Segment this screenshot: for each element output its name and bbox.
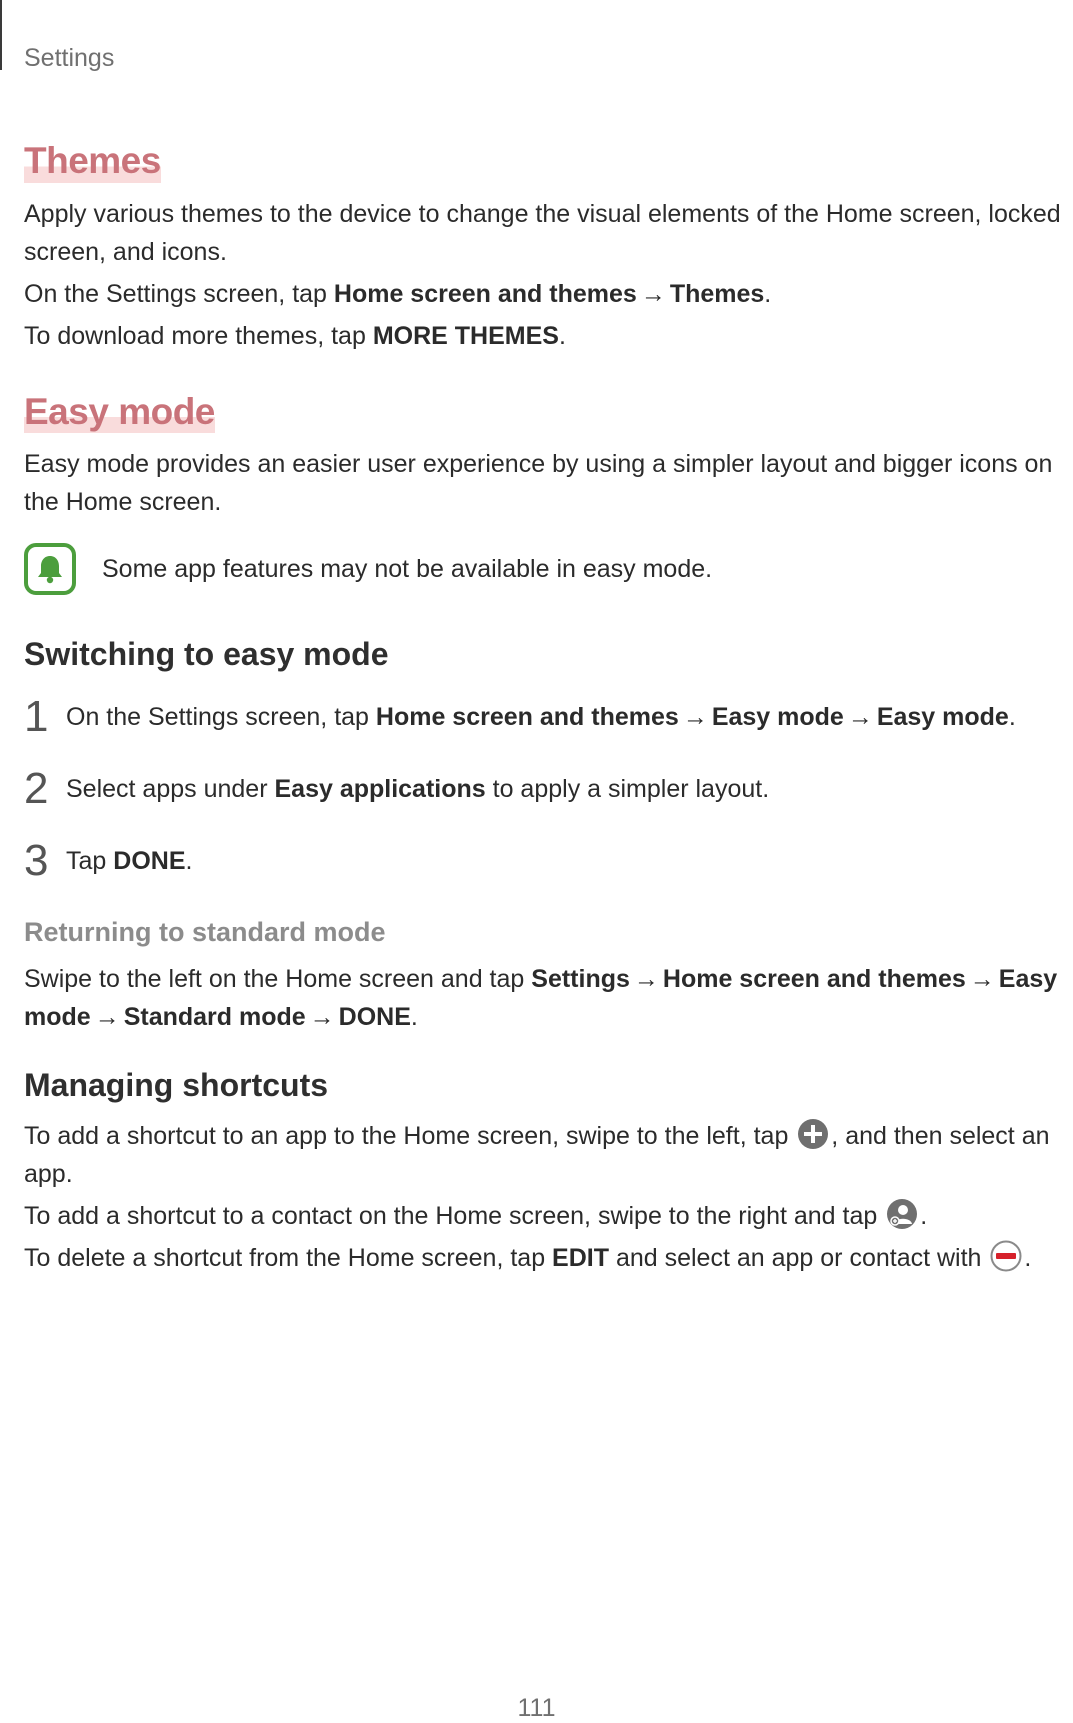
text-run: .	[1008, 703, 1016, 732]
menu-path-easy-mode: Easy mode	[24, 965, 1058, 1032]
arrow-icon: →	[94, 1003, 120, 1032]
themes-intro: Apply various themes to the device to change the visual elements of the Home screen, locked screen, and icons.	[24, 199, 1061, 266]
step-number: 1	[24, 692, 49, 742]
arrow-icon: →	[309, 1003, 335, 1032]
text-run: .	[920, 1201, 928, 1230]
text-run: .	[1024, 1243, 1032, 1272]
menu-path-easy-mode-option: Easy mode	[876, 703, 1009, 732]
themes-download	[24, 317, 1069, 355]
themes-section	[24, 140, 1069, 355]
easy-applications-label: Easy applications	[274, 775, 486, 804]
contact-add-icon	[886, 1198, 918, 1230]
easy-mode-title: Easy mode	[24, 390, 215, 432]
menu-path-home-screen-and-themes: Home screen and themes	[333, 279, 637, 308]
easy-mode-intro: Easy mode provides an easier user experience by using a simpler layout and bigger icons on the Home screen.	[24, 450, 1053, 517]
menu-path-easy-mode: Easy mode	[711, 703, 844, 732]
bell-icon	[24, 543, 76, 595]
menu-path-standard-mode: Standard mode	[123, 1003, 306, 1032]
arrow-icon: →	[640, 279, 666, 308]
step-2	[24, 764, 1069, 814]
text-run: To add a shortcut to a contact on the Home screen, swipe to the right and tap	[24, 1201, 885, 1230]
menu-path-settings: Settings	[531, 965, 630, 994]
header-rule	[0, 0, 2, 70]
step-3	[24, 836, 1069, 886]
text-run: and select an app or contact with	[609, 1243, 989, 1272]
arrow-icon: →	[847, 703, 873, 732]
shortcuts-title: Managing shortcuts	[24, 1067, 329, 1104]
text-run: .	[185, 847, 193, 876]
shortcuts-section	[24, 1066, 1069, 1276]
text-run: .	[410, 1003, 418, 1032]
returning-section	[24, 917, 1069, 1036]
edit-label: EDIT	[552, 1243, 609, 1272]
shortcuts-contact-text	[24, 1197, 1069, 1235]
step-1	[24, 692, 1069, 742]
menu-path-home-screen-and-themes: Home screen and themes	[662, 965, 966, 994]
themes-instruction	[24, 275, 1069, 313]
text-run: To add a shortcut to an app to the Home screen, swipe to the left, tap	[24, 1121, 796, 1150]
step-text	[66, 770, 769, 808]
step-text	[66, 698, 1016, 736]
done-label: DONE	[113, 847, 186, 876]
running-head: Settings	[24, 44, 115, 72]
menu-path-home-screen-and-themes: Home screen and themes	[375, 703, 679, 732]
returning-title: Returning to standard mode	[24, 917, 386, 948]
page-number: 111	[517, 1694, 556, 1722]
shortcuts-delete-text	[24, 1239, 1069, 1277]
step-number: 2	[24, 764, 49, 814]
text-run: Swipe to the left on the Home screen and tap	[24, 965, 532, 994]
text-run: .	[764, 279, 772, 308]
page-content	[24, 140, 1069, 1277]
text-run: To delete a shortcut from the Home screen, tap	[24, 1243, 553, 1272]
switching-section	[24, 635, 1069, 886]
remove-icon	[990, 1240, 1022, 1272]
text-run: Select apps under	[66, 775, 275, 804]
text-run: To download more themes, tap	[24, 321, 373, 350]
text-run: , and then select an app.	[24, 1121, 1050, 1188]
done-label: DONE	[338, 1003, 411, 1032]
add-icon	[797, 1118, 829, 1150]
themes-title: Themes	[24, 140, 161, 181]
arrow-icon: →	[682, 703, 708, 732]
text-run: On the Settings screen, tap	[24, 279, 334, 308]
text-run: Tap	[66, 847, 114, 876]
shortcuts-app-text	[24, 1117, 1069, 1193]
easy-mode-section	[24, 391, 1069, 596]
step-number: 3	[24, 836, 49, 886]
text-run: .	[558, 321, 566, 350]
note-box	[24, 543, 1069, 595]
note-text: Some app features may not be available in easy mode.	[102, 555, 713, 584]
text-run: On the Settings screen, tap	[66, 703, 376, 732]
arrow-icon: →	[969, 965, 995, 994]
more-themes-label: MORE THEMES	[372, 321, 559, 350]
arrow-icon: →	[633, 965, 659, 994]
text-run: to apply a simpler layout.	[485, 775, 770, 804]
step-text	[66, 842, 192, 880]
returning-text	[24, 960, 1069, 1036]
menu-path-themes: Themes	[669, 279, 765, 308]
switching-title: Switching to easy mode	[24, 636, 389, 673]
